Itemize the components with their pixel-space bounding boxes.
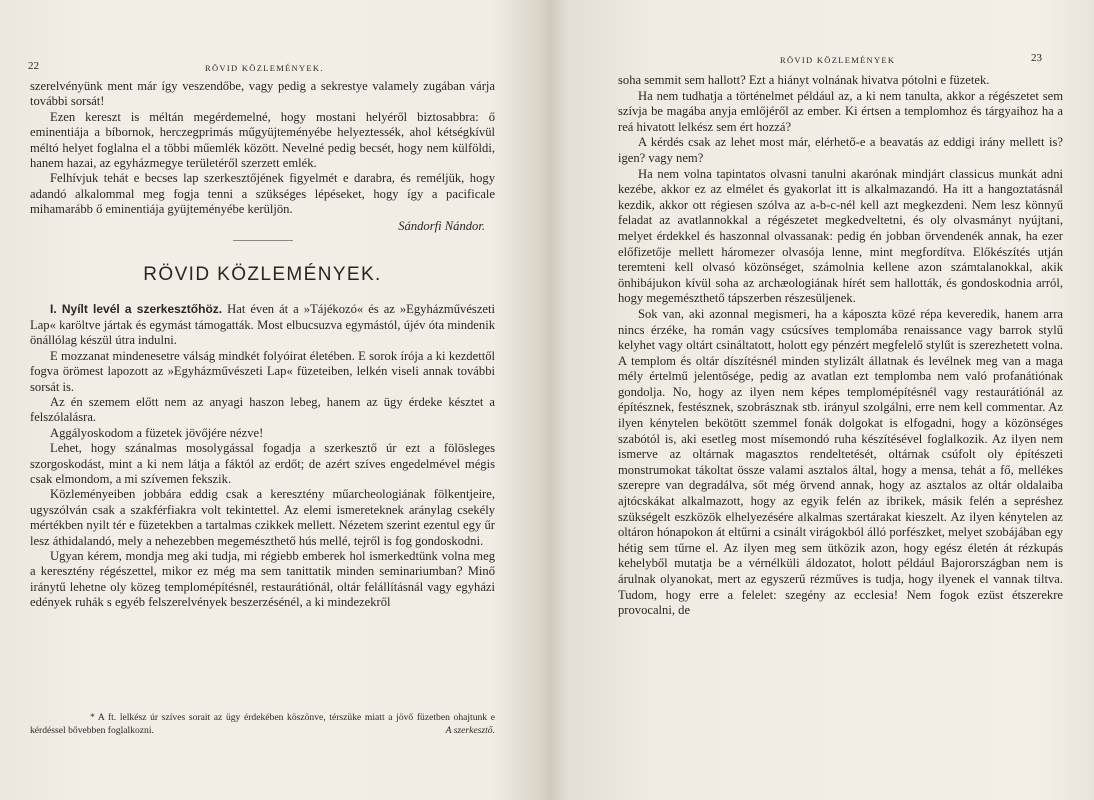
footnote [30,712,495,737]
letter-paragraph: Ugyan kérem, mondja meg aki tudja, mi régiebb emberek hol ismerkedtünk volna meg a keresztény régészettel, mikor ez még ma sem tanittatik minden seminariumban? Minő iránytű lehetne oly közeg templomépítésnél, restaurátiónál, oltár felállításnál vagy egyházi edények ruhák s egyéb felszerelvények beszerzésénél, a ki mindezekről [30,548,495,610]
right-paragraph: soha semmit sem hallott? Ezt a hiányt volnának hivatva pótolni e füzetek. [618,73,990,87]
letter-paragraph: Az én szemem előtt nem az anyagi haszon lebeg, hanem az ügy érdeke késztet a felszólalásra. [30,394,495,425]
right-paragraph: A kérdés csak az lehet most már, elérhető-e a beavatás az eddigi irány mellett is? igen? vagy nem? [618,135,1063,165]
footnote-body: * A ft. lelkész úr szíves sorait az ügy érdekében köszönve, térszüke miatt a jövő füzetben ohajtunk e kérdéssel bővebben foglalkozni. [30,712,495,736]
signature: Sándorfi Nándor. [398,218,485,233]
letter-paragraph [30,302,495,348]
divider-rule [233,240,293,241]
footnote-text [30,712,495,737]
left-paragraph: Felhívjuk tehát e becses lap szerkesztőjének figyelmét e darabra, és reméljük, hogy adandó alkalommal meg fogja tenni a szükséges lépéseket, hogy így a pacificale mihamarább ő eminentiája gyüjteményébe kerüljön. [30,171,495,217]
letter-intro: Hat éven át a »Tájékozó« és az »Egyházművészeti Lap« karöltve jártak és egymást támogatták. Most elbucsuzva egymástól, újév óta mindenik önállólag készül útra indulni. [30,302,495,348]
left-running-head: RÖVID KÖZLEMÉNYEK. [205,63,324,73]
letter-title: I. Nyílt levél a szerkesztőhöz. [50,302,223,317]
right-paragraph: Sok van, aki azonnal megismeri, ha a káposzta közé répa keveredik, hanem arra nincs érzéke, ha román vagy csúcsíves templomába renaissance vagy barrok stylű kelyhet vagy oltárt csináltatott, holott egy pénzért megfelelő stylűt is szerezhetett volna. A templom és oltár díszítésnél minden stylizált állatnak és levélnek meg van a maga mély értelmű jelentősége, pedig az avatlan ezt templomba nem való profanátiónak gondolja. No, hogy az ilyen nem képes templomépítésnél vagy restaurátiónál az építésznek, festésznek, szobrásznak stb. irányul szolgálni, erre nem kell commentar. Az ilyen kénytelen bekötött szemmel fonák dolgokat is elfogadni, hogy a közönséges szabótól is, aki esetleg most mísemondó ruha készítésével foglalkozik. Az ilyen nem ismerve az oltárnak magasztos rendeltetését, oltárnak csúfolt oly építészeti monstrumokat tákoltat össze valami asztalos által, hogy a mensa, tehát a fő, mellékes szerepre van degradálva, sőt még örvend annak, hogy az asztalos az oltár oldalaiba ajtócskákat alkalmazott, hogy az egyik felén az ibrikek, másik felén a sepréshez szükségelt eszközök elhelyezésére alkalmas szertárakat kieszelt. Az ilyen kénytelen az oltáron hónapokon át eltűrni a csinált virágokból álló porfészket, melyet szobájában egy hétig sem tűrne el. Az ilyen meg sem ütközik azon, hogy egész életén át rézkupás kehelyből mutatja be a vérnélküli áldozatot, holott például Bajorországban nem is árulnak olyanokat, mert az egyszerű rézműves is tudja, hogy ilyenek el vannak tiltva. Tudom, hogy erre a felelet: szegény az ecclesia! Nem fogok ezüst étszerekre provocalni, de [618,306,1063,618]
letter-paragraph: E mozzanat mindenesetre válság mindkét folyóirat életében. E sorok írója a ki kezdettől fogva örömest lapozott az »Egyházművészeti Lap« füzeteiben, lelkén viseli annak további sorsát is. [30,348,495,394]
letter-paragraph: Lehet, hogy szánalmas mosolygással fogadja a szerkesztő úr ezt a fölösleges szorgoskodást, mint a ki nem látja a fáktól az erdőt; de azért szíves engedelmével mégis csak elmondom, a mi szívemen fekszik. [30,441,495,486]
letter-paragraph: Közleményeiben jobbára eddig csak a keresztény műarcheologiának fölkentjeire, ugyszólván csak a szakférfiakra volt tekintettel. Az elemi ismereteknek aránylag csekély mértékben nyilt tér e füzetekben a tartalmas czikkek mellett. Nézetem szerint ezentul egy űr lesz áthidalandó, mely a nehezebben megemészthető hús mellé, tejről is fog gondoskodni. [30,487,495,548]
right-page [548,0,1094,800]
left-paragraph: Ezen kereszt is méltán megérdemelné, hogy mostani helyéről biztosabbra: ő eminentiája a bíbornok, herczegprimás műgyüjteményébe helyeztessék, ahol kétségkívül méltó helyet foglalna el a többi műemlék között. Nevelné pedig becsét, hogy nem külföldi, hanem hazai, az egyházmegye területéről szerzett emlék. [30,109,495,171]
left-body-text [30,79,495,611]
left-paragraph: szerelvényünk ment már így veszendőbe, vagy pedig a sekrestye valamely zugában várja további sorsát! [30,79,495,109]
right-paragraph: Ha nem tudhatja a történelmet például az, a ki nem tanulta, akkor a régészetet sem szívja be magába anyja emlőjéről az ember. Ki értsen a templomhoz és tárgyaihoz ha a reá hivatott lelkész sem ért hozzá? [618,88,1063,134]
right-paragraph: Ha nem volna tapintatos olvasni tanulni akarónak mindjárt classicus munkát adni kezébe, akkor ez az elmélet és gyakorlat itt is alkalmazandó. Ha itt a hangoztatásnál kezdik, akkor ott régiesen szólva az a-b-c-nél kell azt megkezdeni. Nem lesz könnyű feladat az avatlannokkal a régészetet megkedveltetni, és oly olvasmányt nyújtani, melyet érdekkel és haszonnal olvassanak: pedig én jobban örvendenék annak, ha ezer előfizetője mellett háromezer olvasója lenne, mint megfordítva. Előkészítés utján teremteni kell olvasó közönséget, számolnia kellene azon számtalanokkal, akik önhibájukon kívül soha az archæologiának hírét sem hallották, és gondoskodnia arról, hogy megemészthető tápszerben részesüljenek. [618,166,1063,306]
right-page-number: 23 [1031,52,1042,64]
letter-paragraph: Aggályoskodom a füzetek jövőjére nézve! [50,425,264,440]
footnote-signature: A szerkesztő. [445,724,495,736]
right-body-text [618,73,1063,619]
left-page-number: 22 [28,60,39,72]
section-heading: RÖVID KÖZLEMÉNYEK. [143,264,382,286]
right-running-head: RÖVID KÖZLEMÉNYEK [780,55,896,65]
